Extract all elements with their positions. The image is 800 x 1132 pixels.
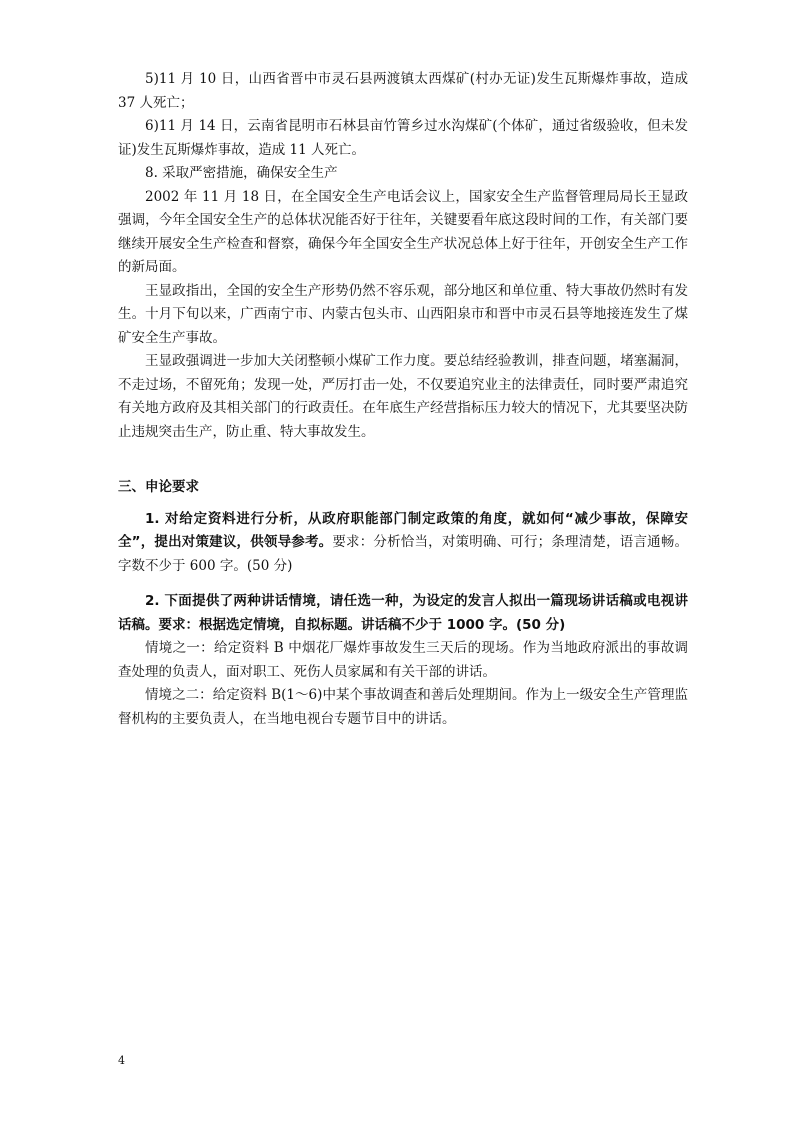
question-2 <box>118 590 688 637</box>
question-1-bold: 1. 对给定资料进行分析，从政府职能部门制定政策的角度，就如何“减少事故，保障安全”，提出对策建议，供领导参考。 <box>118 510 688 550</box>
paragraph-rectification: 王显政强调进一步加大关闭整顿小煤矿工作力度。要总结经验教训，排查问题，堵塞漏洞，不走过场，不留死角；发现一处，严厉打击一处，不仅要追究业主的法律责任，同时要严肃追究有关地方政府及其相关部门的行政责任。在年底生产经营指标压力较大的情况下，尤其要坚决防止违规突击生产，防止重、特大事故发生。 <box>118 353 688 440</box>
section-title: 三、申论要求 <box>118 479 199 495</box>
question-1-requirements: 要求：分析恰当，对策明确、可行；条理清楚，语言通畅。字数不少于 600 字。(50 分) <box>118 534 689 574</box>
paragraph-situation: 王显政指出，全国的安全生产形势仍然不容乐观，部分地区和单位重、特大事故仍然时有发生。十月下旬以来，广西南宁市、内蒙古包头市、山西阳泉市和晋中市灵石县等地接连发生了煤矿安全生产事故。 <box>118 282 688 346</box>
question-1 <box>118 508 688 579</box>
scenario-1: 情境之一：给定资料 B 中烟花厂爆炸事故发生三天后的现场。作为当地政府派出的事故调查处理的负责人，面对职工、死伤人员家属和有关干部的讲话。 <box>118 640 688 680</box>
paragraph-accident-5: 5)11 月 10 日，山西省晋中市灵石县两渡镇太西煤矿(村办无证)发生瓦斯爆炸事故，造成 37 人死亡； <box>118 71 688 111</box>
scenario-2: 情境之二：给定资料 B(1～6)中某个事故调查和善后处理期间。作为上一级安全生产管理监督机构的主要负责人，在当地电视台专题节目中的讲话。 <box>118 687 688 727</box>
paragraph-conference: 2002 年 11 月 18 日，在全国安全生产电话会议上，国家安全生产监督管理局局长王显政强调，今年全国安全生产的总体状况能否好于往年，关键要看年底这段时间的工作，有关部门要继续开展安全生产检查和督察，确保今年全国安全生产状况总体上好于往年，开创安全生产工作的新局面。 <box>118 188 688 275</box>
paragraph-accident-6: 6)11 月 14 日，云南省昆明市石林县亩竹箐乡过水沟煤矿(个体矿，通过省级验收，但未发证)发生瓦斯爆炸事故，造成 11 人死亡。 <box>118 118 688 158</box>
subheading-measures: 8. 采取严密措施，确保安全生产 <box>145 165 338 181</box>
page-number: 4 <box>118 1054 125 1067</box>
question-2-bold: 2. 下面提供了两种讲话情境，请任选一种，为设定的发言人拟出一篇现场讲话稿或电视讲话稿。要求：根据选定情境，自拟标题。讲话稿不少于 1000 字。(50 分) <box>118 593 688 633</box>
page-content <box>118 68 688 731</box>
